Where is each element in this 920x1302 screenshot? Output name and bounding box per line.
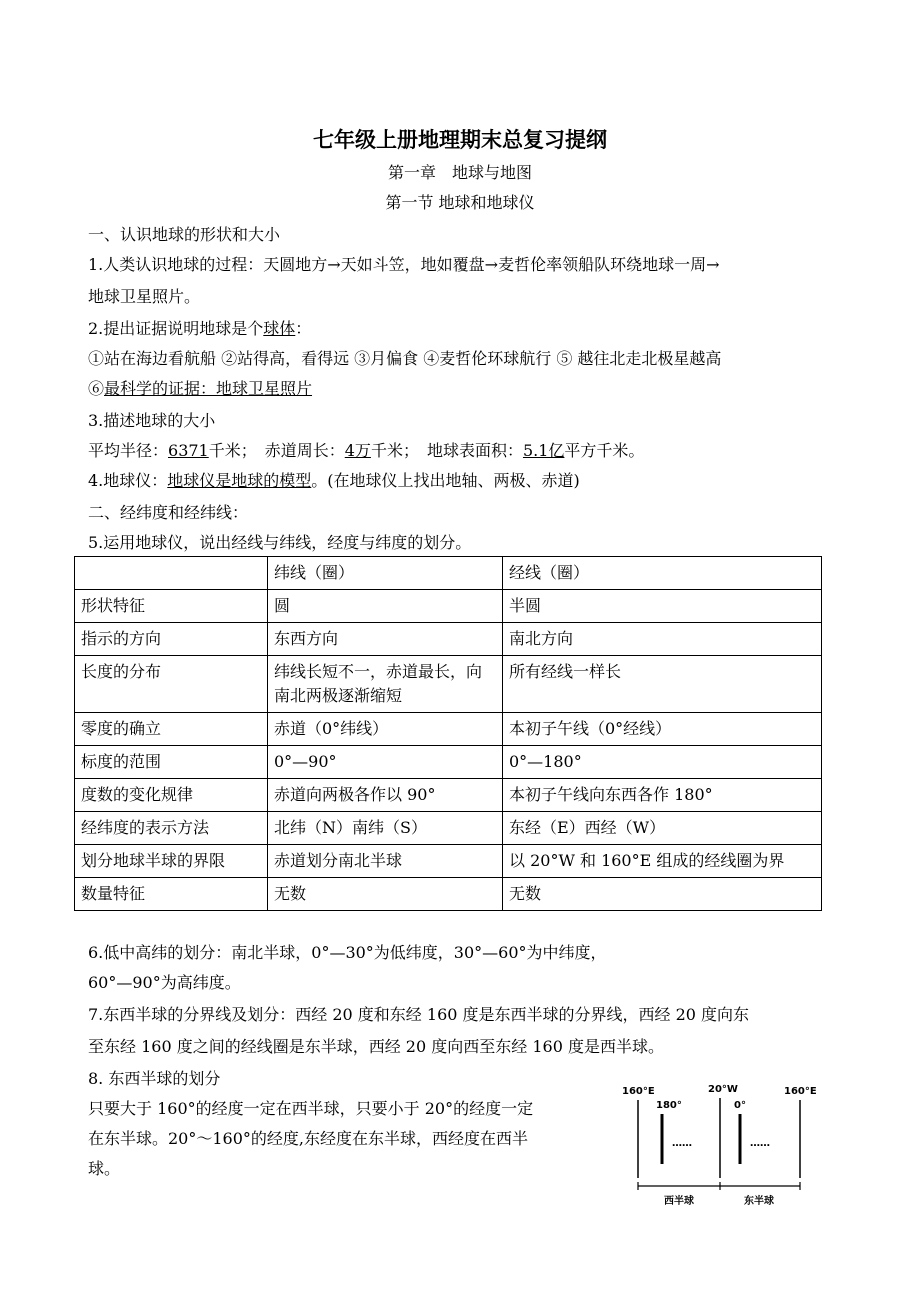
table-cell: 所有经线一样长 bbox=[503, 656, 822, 713]
table-cell: 经纬度的表示方法 bbox=[75, 812, 268, 845]
table-row bbox=[75, 845, 822, 878]
table-cell: 半圆 bbox=[503, 590, 822, 623]
table-cell: 长度的分布 bbox=[75, 656, 268, 713]
para-7-line-1: 7.东西半球的分界线及划分：西经 20 度和东经 160 度是东西半球的分界线，西经 20 度向东 bbox=[88, 1005, 750, 1024]
document-title: 七年级上册地理期末总复习提纲 bbox=[313, 128, 607, 152]
para-5: 5.运用地球仪，说出经线与纬线，经度与纬度的划分。 bbox=[88, 533, 472, 552]
table-header-row bbox=[75, 557, 822, 590]
para-2-last bbox=[88, 378, 312, 400]
para-7-line-2: 至东经 160 度之间的经线圈是东半球，西经 20 度向西至东经 160 度是西半球。 bbox=[88, 1037, 664, 1056]
table-cell: 赤道划分南北半球 bbox=[268, 845, 503, 878]
west-hemisphere-label: 西半球 bbox=[664, 1196, 694, 1207]
table-cell: 划分地球半球的界限 bbox=[75, 845, 268, 878]
table-cell: 无数 bbox=[268, 878, 503, 911]
label-160e-left: 160°E bbox=[622, 1086, 655, 1097]
equator-value: 4万 bbox=[344, 441, 371, 460]
para-1-line-1: 1.人类认识地球的过程：天圆地方→天如斗笠，地如覆盘→麦哲伦率领船队环绕地球一周→ bbox=[88, 255, 720, 274]
table-cell: 本初子午线向东西各作 180° bbox=[503, 779, 822, 812]
para-8-line-2: 在东半球。20°～160°的经度,东经度在东半球，西经度在西半 bbox=[88, 1129, 528, 1148]
table-cell: 圆 bbox=[268, 590, 503, 623]
equator-unit: 千米； 地球表面积： bbox=[370, 441, 523, 460]
heading-one: 一、认识地球的形状和大小 bbox=[88, 225, 281, 244]
para-8-line-1: 只要大于 160°的经度一定在西半球，只要小于 20°的经度一定 bbox=[88, 1099, 534, 1118]
table-row bbox=[75, 746, 822, 779]
para-6-line-1: 6.低中高纬的划分：南北半球，0°—30°为低纬度，30°—60°为中纬度， bbox=[88, 943, 607, 962]
table-cell: 0°—90° bbox=[268, 746, 503, 779]
para-4 bbox=[88, 470, 580, 492]
dots-west: …… bbox=[672, 1138, 692, 1149]
table-cell: 数量特征 bbox=[75, 878, 268, 911]
comparison-table bbox=[74, 556, 822, 911]
table-cell: 纬线（圈） bbox=[268, 557, 503, 590]
table-cell: 零度的确立 bbox=[75, 713, 268, 746]
table-cell: 度数的变化规律 bbox=[75, 779, 268, 812]
radius-unit: 千米； 赤道周长： bbox=[208, 441, 345, 460]
para-1-line-2: 地球卫星照片。 bbox=[88, 287, 201, 306]
label-180: 180° bbox=[656, 1100, 682, 1111]
label-160e-right: 160°E bbox=[784, 1086, 817, 1097]
area-value: 5.1亿 bbox=[522, 441, 565, 460]
para-8-heading: 8. 东西半球的划分 bbox=[88, 1069, 221, 1088]
table-cell: 南北方向 bbox=[503, 623, 822, 656]
table-cell: 北纬（N）南纬（S） bbox=[268, 812, 503, 845]
table-row bbox=[75, 779, 822, 812]
para-4-prefix: 4.地球仪： bbox=[88, 471, 168, 490]
table-row bbox=[75, 812, 822, 845]
para-8-line-3: 球。 bbox=[88, 1159, 121, 1178]
table-cell: 纬线长短不一，赤道最长，向南北两极逐渐缩短 bbox=[268, 656, 503, 713]
table-row bbox=[75, 623, 822, 656]
table-cell: 东经（E）西经（W） bbox=[503, 812, 822, 845]
para-2-prefix: 2.提出证据说明地球是个 bbox=[88, 319, 264, 338]
dots-east: …… bbox=[750, 1138, 770, 1149]
radius-value: 6371 bbox=[168, 441, 209, 460]
para-4-suffix: 。(在地球仪上找出地轴、两极、赤道) bbox=[311, 471, 580, 490]
earth-size-line bbox=[88, 440, 644, 462]
para-2-last-prefix: ⑥ bbox=[88, 379, 105, 398]
section-heading: 第一节 地球和地球仪 bbox=[385, 193, 535, 212]
table-cell: 无数 bbox=[503, 878, 822, 911]
heading-two: 二、经纬度和经纬线： bbox=[88, 503, 249, 522]
table-cell: 赤道（0°纬线） bbox=[268, 713, 503, 746]
table-cell: 经线（圈） bbox=[503, 557, 822, 590]
table-row bbox=[75, 878, 822, 911]
para-3: 3.描述地球的大小 bbox=[88, 411, 216, 430]
table-cell: 指示的方向 bbox=[75, 623, 268, 656]
east-hemisphere-label: 东半球 bbox=[744, 1196, 774, 1207]
table-cell: 东西方向 bbox=[268, 623, 503, 656]
chapter-heading: 第一章 地球与地图 bbox=[387, 163, 532, 182]
area-unit: 平方千米。 bbox=[564, 441, 645, 460]
para-4-underline: 地球仪是地球的模型 bbox=[167, 471, 312, 490]
label-20w: 20°W bbox=[708, 1084, 738, 1095]
para-2-list: ①站在海边看航船 ②站得高，看得远 ③月偏食 ④麦哲伦环球航行 ⑤ 越往北走北极星越高 bbox=[88, 349, 722, 368]
hemisphere-diagram bbox=[620, 1080, 820, 1210]
table-cell: 0°—180° bbox=[503, 746, 822, 779]
table-cell: 本初子午线（0°经线） bbox=[503, 713, 822, 746]
table-row bbox=[75, 713, 822, 746]
para-2-suffix: ： bbox=[295, 319, 312, 338]
table-cell: 标度的范围 bbox=[75, 746, 268, 779]
table-cell: 形状特征 bbox=[75, 590, 268, 623]
para-2-underline: 球体 bbox=[263, 319, 296, 338]
table-row bbox=[75, 656, 822, 713]
para-2-last-underline: 最科学的证据：地球卫星照片 bbox=[104, 379, 313, 398]
radius-label: 平均半径： bbox=[88, 441, 169, 460]
para-2 bbox=[88, 318, 311, 340]
table-cell bbox=[75, 557, 268, 590]
table-cell: 赤道向两极各作以 90° bbox=[268, 779, 503, 812]
table-row bbox=[75, 590, 822, 623]
label-0: 0° bbox=[734, 1100, 746, 1111]
table-cell: 以 20°W 和 160°E 组成的经线圈为界 bbox=[503, 845, 822, 878]
para-6-line-2: 60°—90°为高纬度。 bbox=[88, 973, 241, 992]
